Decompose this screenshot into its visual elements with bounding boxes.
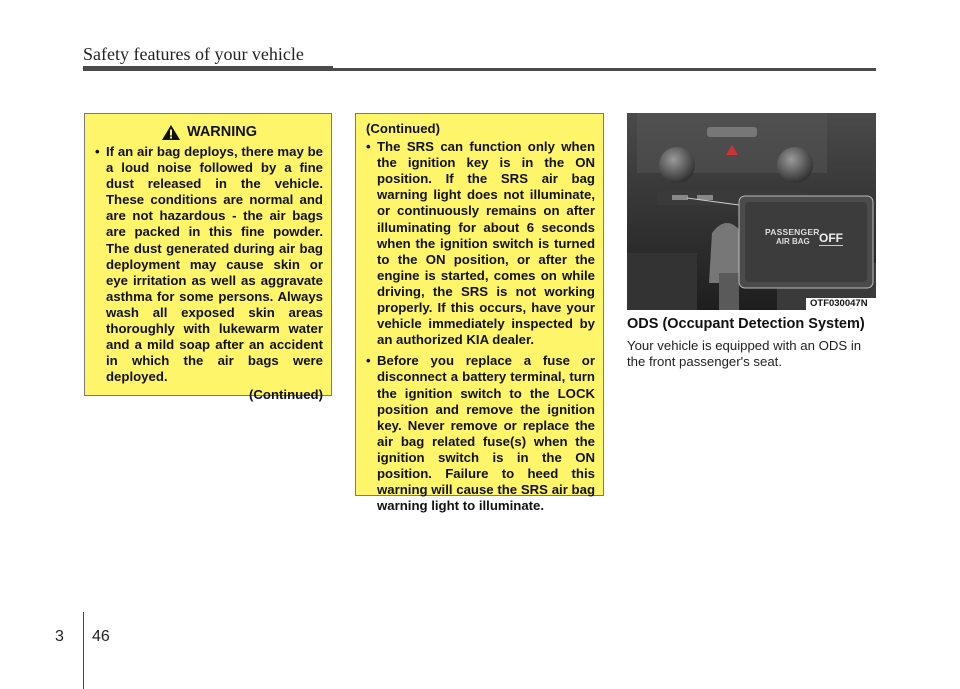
dashboard-illustration [627,113,876,310]
indicator-line2: AIR BAG [776,237,810,246]
warning-continued: (Continued) [249,387,323,403]
continued-warning-box [355,113,604,514]
continued-bullet-1: • The SRS can function only when the ignition key is in the ON position. If the SRS air bag warning light does not illuminate, or continuously remains on after illuminating for about 6 seconds when the ignition switch is turned to the ON position, or after the engine is started, comes on while driving, the SRS is not working properly. If this occurs, have your vehicle immediately inspected by an authorized KIA dealer. [366,139,595,348]
ods-indicator-photo [627,113,876,310]
warning-bullet-1: • If an air bag deploys, there may be a loud noise followed by a fine dust released in the vehicle. These conditions are normal and are not hazardous - the air bags are packed in this fine powder. The dust generated during air bag deployment may cause skin or eye irritation as well as aggravate asthma for some persons. Always wash all exposed skin areas thoroughly with lukewarm water and a mild soap after an accident in which the air bags were deployed. [95,144,323,385]
indicator-line1: PASSENGER [765,227,820,237]
page-header-title: Safety features of your vehicle [83,44,304,64]
warning-heading [95,124,323,141]
chapter-number: 3 [55,628,64,645]
section-title: ODS (Occupant Detection System) [627,316,865,332]
indicator-off: OFF [819,231,843,245]
section-body: Your vehicle is equipped with an ODS in the front passenger's seat. [627,338,862,369]
page-number: 46 [92,628,110,645]
footer-rule [83,612,84,689]
header-rule [83,68,876,71]
figure-code: OTF030047N [810,298,868,309]
warning-heading-text: WARNING [186,124,258,141]
warning-triangle-icon [161,124,181,141]
warning-box [84,113,332,403]
continued-label: (Continued) [366,121,440,136]
continued-bullet-2: • Before you replace a fuse or disconnect a battery terminal, turn the ignition switch to the LOCK position and remove the ignition key. Never remove or replace the air bag related fuse(s) when the ignition switch is in the ON position. Failure to heed this warning will cause the SRS air bag warning light to illuminate. [366,353,595,514]
